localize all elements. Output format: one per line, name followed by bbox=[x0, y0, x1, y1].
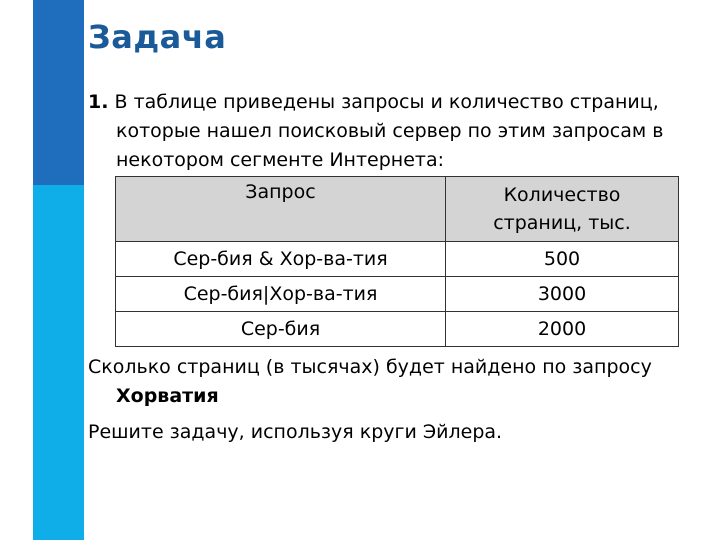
question-keyword: Хорватия bbox=[116, 385, 219, 407]
cell-count: 2000 bbox=[446, 312, 679, 347]
header-query: Запрос bbox=[116, 177, 446, 242]
header-count bbox=[446, 177, 679, 242]
slide-title: Задача bbox=[88, 18, 227, 56]
task-line-3: некотором сегменте Интернета: bbox=[116, 149, 445, 171]
cell-count: 3000 bbox=[446, 277, 679, 312]
task-text bbox=[88, 88, 688, 175]
table-row bbox=[116, 277, 679, 312]
task-line-1-text: В таблице приведены запросы и количество страниц, bbox=[114, 91, 659, 113]
table-row bbox=[116, 312, 679, 347]
task-line-2: которые нашел поисковый сервер по этим запросам в bbox=[116, 120, 664, 142]
accent-bar-bottom bbox=[33, 185, 84, 540]
instruction-text: Решите задачу, используя круги Эйлера. bbox=[88, 421, 503, 443]
cell-query: Сер-бия & Хор-ва-тия bbox=[116, 242, 446, 277]
question-text bbox=[88, 353, 688, 411]
cell-query: Сер-бия|Хор-ва-тия bbox=[116, 277, 446, 312]
header-count-line-2: страниц, тыс. bbox=[493, 212, 631, 234]
task-line-1 bbox=[88, 88, 688, 117]
table-header-row bbox=[116, 177, 679, 242]
cell-count: 500 bbox=[446, 242, 679, 277]
accent-bar-top bbox=[33, 0, 84, 185]
query-table bbox=[115, 176, 679, 347]
task-number: 1. bbox=[88, 91, 109, 113]
header-count-line-1: Количество bbox=[503, 184, 621, 206]
table-row bbox=[116, 242, 679, 277]
cell-query: Сер-бия bbox=[116, 312, 446, 347]
question-line-1: Сколько страниц (в тысячах) будет найдено по запросу bbox=[88, 356, 652, 378]
